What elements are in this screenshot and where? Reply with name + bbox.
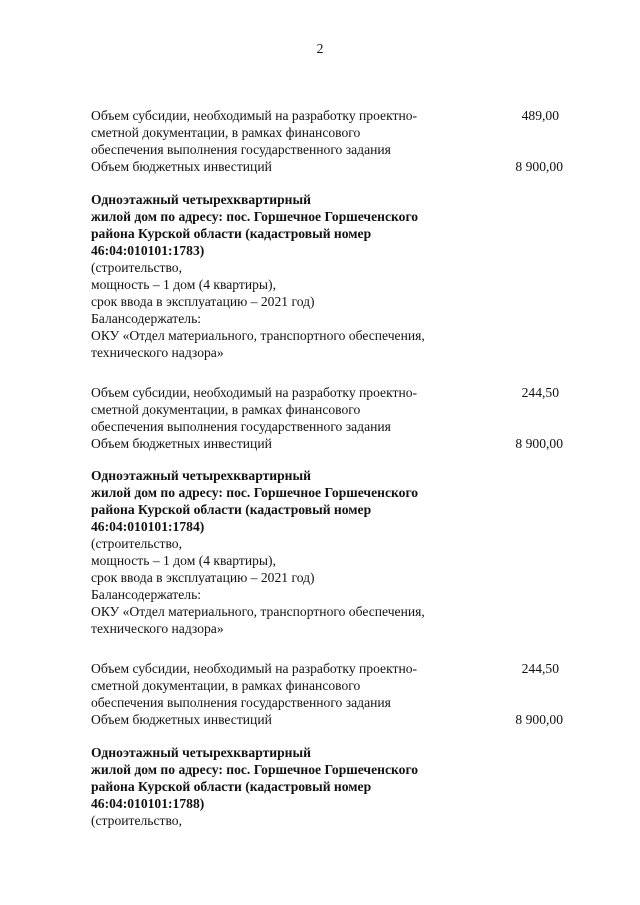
investment-value: 8 900,00 — [515, 712, 563, 727]
subsidy-label-line: сметной документации, в рамках финансового — [91, 125, 361, 140]
subsidy-block-3 — [91, 660, 563, 728]
investment-row — [91, 711, 563, 728]
object-title-line: Одноэтажный четырехквартирный — [91, 745, 311, 760]
subsidy-value: 489,00 — [521, 108, 559, 123]
subsidy-label-line: обеспечения выполнения государственного задания — [91, 419, 391, 434]
object-title-line: 46:04:010101:1788) — [91, 796, 205, 811]
page-number: 2 — [316, 41, 324, 56]
object-title-line: района Курской области (кадастровый номер — [91, 502, 372, 517]
object-title-line: Одноэтажный четырехквартирный — [91, 468, 311, 483]
investment-label: Объем бюджетных инвестиций — [91, 159, 272, 174]
object-detail-line: (строительство, — [91, 813, 182, 828]
object-detail-line: (строительство, — [91, 260, 182, 275]
object-block-1 — [91, 191, 563, 361]
object-title-line: Одноэтажный четырехквартирный — [91, 192, 311, 207]
object-detail-line: (строительство, — [91, 536, 182, 551]
investment-row — [91, 158, 563, 175]
subsidy-block-2 — [91, 384, 563, 452]
subsidy-label-line: сметной документации, в рамках финансового — [91, 402, 361, 417]
investment-label: Объем бюджетных инвестиций — [91, 436, 272, 451]
subsidy-row — [91, 660, 563, 677]
object-title-line: района Курской области (кадастровый номер — [91, 779, 372, 794]
object-title-line: района Курской области (кадастровый номер — [91, 226, 372, 241]
object-block-2 — [91, 467, 563, 637]
subsidy-block-1 — [91, 107, 563, 175]
object-title-line: 46:04:010101:1784) — [91, 519, 205, 534]
object-title-line: жилой дом по адресу: пос. Горшечное Горшеченского — [91, 762, 419, 777]
object-detail-line: технического надзора» — [91, 621, 224, 636]
object-detail-line: технического надзора» — [91, 345, 224, 360]
subsidy-label-line: обеспечения выполнения государственного задания — [91, 142, 391, 157]
investment-value: 8 900,00 — [515, 159, 563, 174]
investment-value: 8 900,00 — [515, 436, 563, 451]
subsidy-label-line: сметной документации, в рамках финансового — [91, 678, 361, 693]
subsidy-row — [91, 384, 563, 401]
investment-row — [91, 435, 563, 452]
subsidy-value: 244,50 — [521, 385, 559, 400]
subsidy-row — [91, 107, 563, 124]
investment-label: Объем бюджетных инвестиций — [91, 712, 272, 727]
subsidy-label-line: Объем субсидии, необходимый на разработку проектно- — [91, 108, 418, 123]
object-detail-line: мощность – 1 дом (4 квартиры), — [91, 553, 276, 568]
object-detail-line: срок ввода в эксплуатацию – 2021 год) — [91, 294, 315, 309]
subsidy-label-line: Объем субсидии, необходимый на разработку проектно- — [91, 661, 418, 676]
subsidy-value: 244,50 — [521, 661, 559, 676]
object-detail-line: срок ввода в эксплуатацию – 2021 год) — [91, 570, 315, 585]
object-detail-line: Балансодержатель: — [91, 587, 202, 602]
object-detail-line: мощность – 1 дом (4 квартиры), — [91, 277, 276, 292]
subsidy-label-line: обеспечения выполнения государственного задания — [91, 695, 391, 710]
object-detail-line: Балансодержатель: — [91, 311, 202, 326]
object-title-line: жилой дом по адресу: пос. Горшечное Горшеченского — [91, 209, 419, 224]
object-block-3 — [91, 744, 563, 829]
object-title-line: 46:04:010101:1783) — [91, 243, 205, 258]
object-title-line: жилой дом по адресу: пос. Горшечное Горшеченского — [91, 485, 419, 500]
object-detail-line: ОКУ «Отдел материального, транспортного обеспечения, — [91, 604, 425, 619]
object-detail-line: ОКУ «Отдел материального, транспортного обеспечения, — [91, 328, 425, 343]
subsidy-label-line: Объем субсидии, необходимый на разработку проектно- — [91, 385, 418, 400]
